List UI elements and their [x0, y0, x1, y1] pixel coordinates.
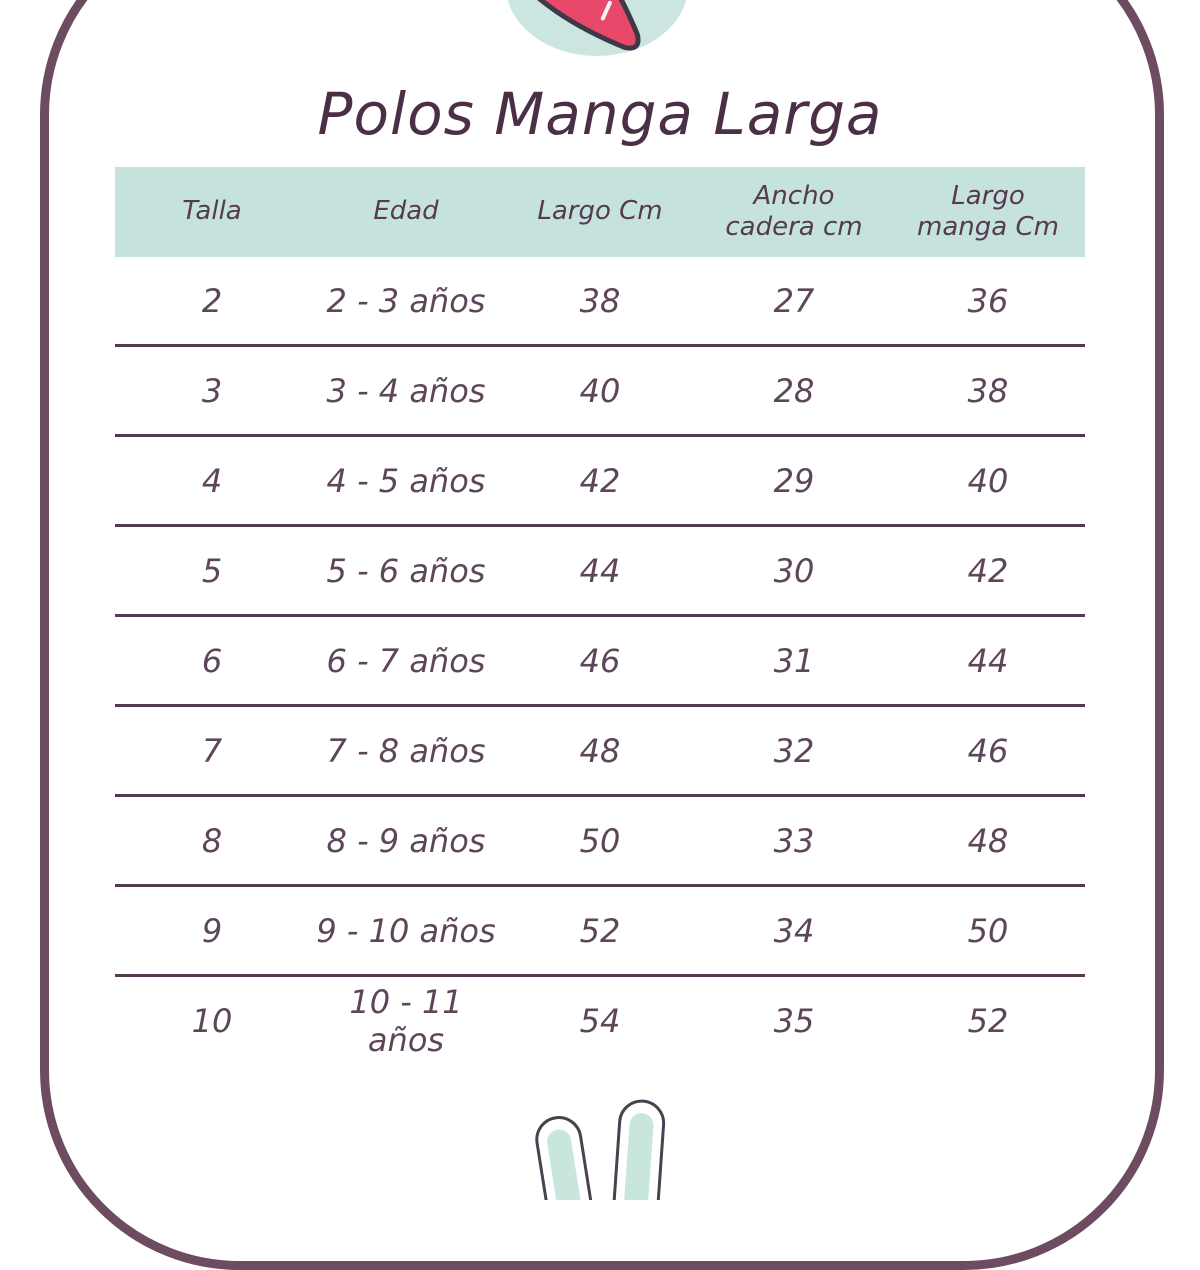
cell-largo-cm: 54 [579, 1001, 621, 1040]
table-header-row [115, 167, 1085, 257]
cell-largo-cm: 44 [579, 551, 621, 590]
cell-ancho-cadera: 28 [773, 371, 815, 410]
cell-ancho-cadera: 30 [773, 551, 815, 590]
cell-ancho-cadera: 34 [773, 911, 815, 950]
cell-talla: 10 [191, 1001, 233, 1040]
carrot-icon [480, 0, 710, 60]
cell-largo-manga: 40 [967, 461, 1009, 500]
bunny-ears-icon [520, 1095, 680, 1200]
cell-talla: 8 [201, 821, 223, 860]
cell-ancho-cadera: 27 [773, 281, 815, 320]
cell-largo-cm: 42 [579, 461, 621, 500]
cell-largo-cm: 50 [579, 821, 621, 860]
cell-ancho-cadera: 35 [773, 1001, 815, 1040]
cell-largo-manga: 48 [967, 821, 1009, 860]
cell-ancho-cadera: 29 [773, 461, 815, 500]
cell-talla: 4 [201, 461, 223, 500]
size-table [115, 167, 1085, 1064]
column-header-edad: Edad [373, 196, 439, 227]
cell-talla: 6 [201, 641, 223, 680]
table-row [115, 527, 1085, 617]
cell-edad: 8 - 9 años [326, 821, 486, 860]
table-row [115, 707, 1085, 797]
column-header-ancho-cadera: Ancho cadera cm [725, 180, 863, 242]
table-row [115, 437, 1085, 527]
cell-largo-manga: 42 [967, 551, 1009, 590]
column-header-largo-cm: Largo Cm [537, 196, 663, 227]
cell-largo-manga: 36 [967, 281, 1009, 320]
cell-largo-cm: 38 [579, 281, 621, 320]
cell-largo-cm: 46 [579, 641, 621, 680]
cell-edad: 6 - 7 años [326, 641, 486, 680]
cell-talla: 7 [201, 731, 223, 770]
cell-edad: 10 - 11 años [349, 982, 463, 1059]
cell-ancho-cadera: 32 [773, 731, 815, 770]
cell-edad: 4 - 5 años [326, 461, 486, 500]
cell-largo-manga: 52 [967, 1001, 1009, 1040]
cell-edad: 9 - 10 años [316, 911, 496, 950]
table-row [115, 797, 1085, 887]
page-title: Polos Manga Larga [317, 80, 883, 148]
cell-ancho-cadera: 31 [773, 641, 815, 680]
cell-largo-manga: 38 [967, 371, 1009, 410]
cell-talla: 2 [201, 281, 223, 320]
cell-largo-manga: 50 [967, 911, 1009, 950]
table-row [115, 887, 1085, 977]
cell-ancho-cadera: 33 [773, 821, 815, 860]
table-row [115, 347, 1085, 437]
table-row [115, 617, 1085, 707]
cell-largo-cm: 52 [579, 911, 621, 950]
table-row [115, 977, 1085, 1064]
cell-edad: 5 - 6 años [326, 551, 486, 590]
cell-talla: 3 [201, 371, 223, 410]
cell-edad: 2 - 3 años [326, 281, 486, 320]
cell-largo-cm: 40 [579, 371, 621, 410]
cell-edad: 7 - 8 años [326, 731, 486, 770]
cell-talla: 5 [201, 551, 223, 590]
cell-largo-cm: 48 [579, 731, 621, 770]
cell-edad: 3 - 4 años [326, 371, 486, 410]
cell-largo-manga: 46 [967, 731, 1009, 770]
cell-largo-manga: 44 [967, 641, 1009, 680]
column-header-talla: Talla [182, 196, 242, 227]
cell-talla: 9 [201, 911, 223, 950]
column-header-largo-manga: Largo manga Cm [917, 180, 1059, 242]
table-row [115, 257, 1085, 347]
